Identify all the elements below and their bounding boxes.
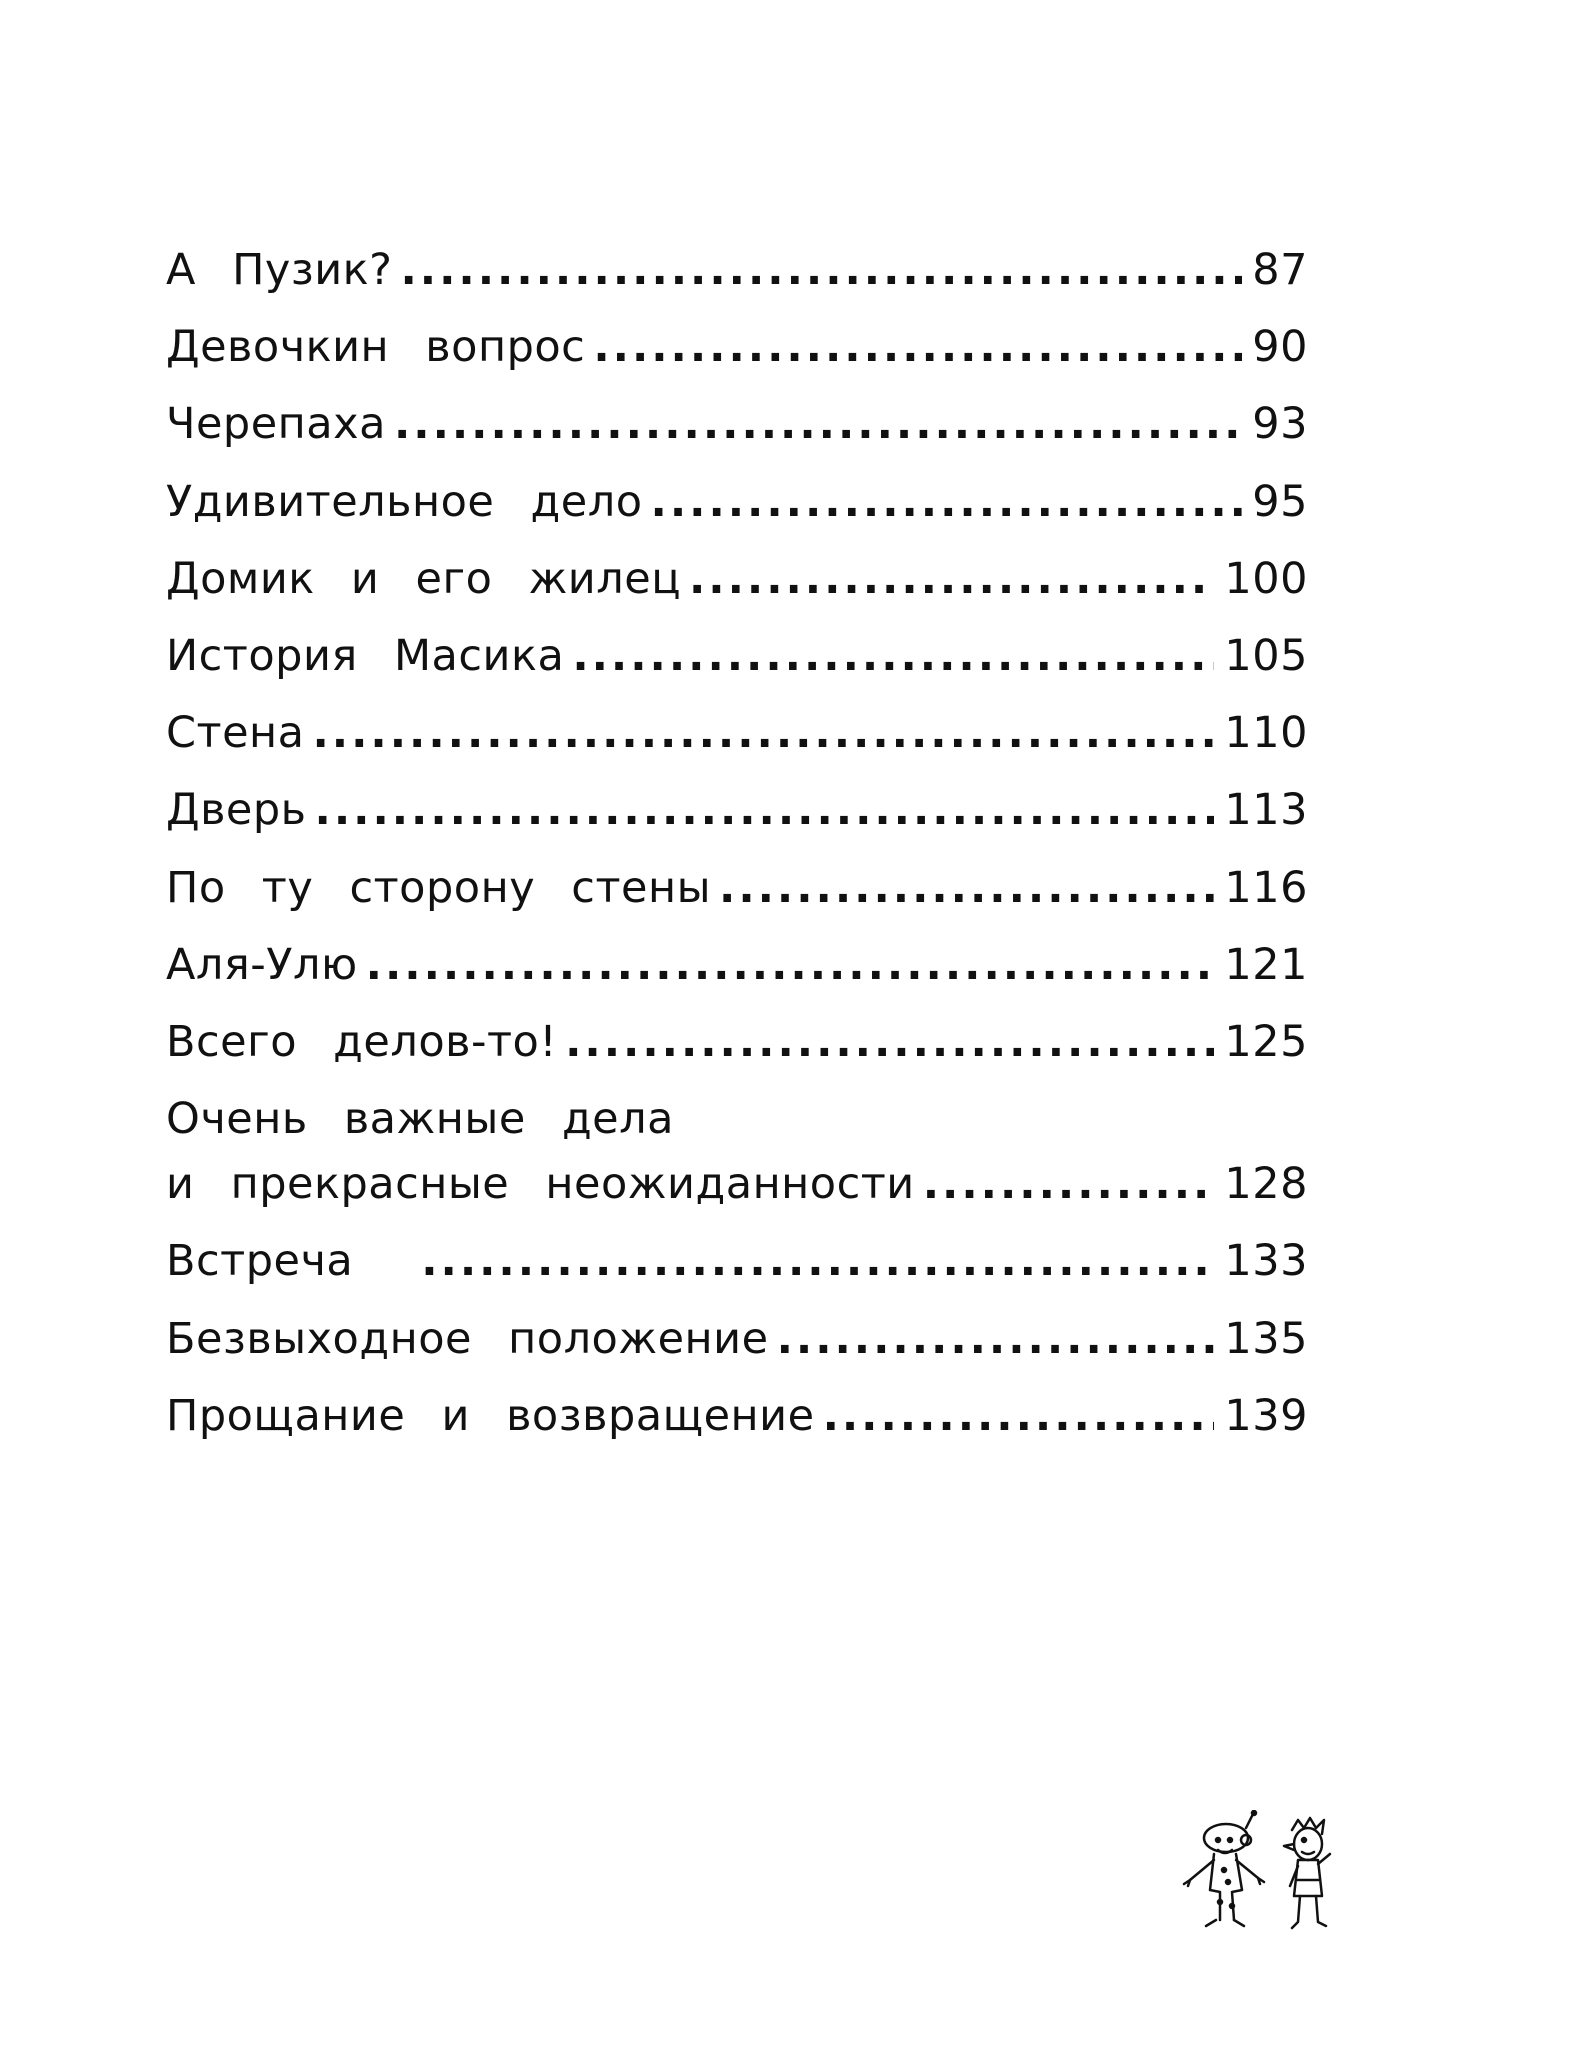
toc-entry-page: 113 — [1224, 785, 1308, 836]
toc-entry-page: 93 — [1252, 399, 1308, 450]
toc-entry-page: 139 — [1224, 1390, 1308, 1441]
dot-leader — [651, 464, 1243, 541]
toc-entry-multiline[interactable] — [166, 1081, 1308, 1223]
toc-entry[interactable] — [166, 386, 1308, 463]
toc-entry-page: 95 — [1252, 476, 1308, 527]
toc-entry-page: 87 — [1252, 245, 1308, 295]
dot-leader — [565, 1004, 1214, 1081]
boy-with-spiky-hair-figure — [1284, 1818, 1330, 1928]
toc-entry[interactable] — [166, 309, 1308, 386]
toc-entry-page: 135 — [1224, 1313, 1308, 1364]
toc-entry[interactable] — [166, 1378, 1308, 1455]
toc-entry-page: 110 — [1224, 708, 1308, 759]
toc-entry-title: История Масика — [166, 630, 565, 681]
toc-entry-title: Черепаха — [166, 399, 386, 450]
toc-entry-title: Безвыходное положение — [166, 1313, 769, 1364]
toc-entry-title-line2: и прекрасные неожиданности — [166, 1159, 915, 1210]
dot-leader — [777, 1301, 1215, 1378]
toc-entry[interactable] — [166, 1004, 1308, 1081]
two-characters-drawing-icon — [1180, 1810, 1360, 1940]
dot-leader — [421, 1223, 1214, 1300]
toc-entry-page: 90 — [1252, 322, 1308, 373]
dot-leader — [400, 232, 1242, 309]
toc-entry-page: 116 — [1224, 862, 1308, 913]
dot-leader — [572, 618, 1214, 695]
toc-entry[interactable] — [166, 927, 1308, 1004]
toc-entry-title: Домик и его жилец — [166, 553, 681, 604]
toc-entry[interactable] — [166, 618, 1308, 695]
dot-leader — [923, 1146, 1215, 1223]
toc-entry-title: Стена — [166, 708, 305, 759]
toc-entry-title: Удивительное дело — [166, 476, 643, 527]
toc-entry-title: А Пузик? — [166, 245, 393, 295]
toc-entry[interactable] — [166, 1223, 1308, 1300]
dot-leader — [593, 309, 1242, 386]
toc-entry[interactable] — [166, 541, 1308, 618]
toc-entry-title-line1: Очень важные дела — [166, 1094, 674, 1145]
dot-leader — [823, 1378, 1215, 1455]
toc-entry-title: Всего делов-то! — [166, 1016, 558, 1067]
toc-entry[interactable] — [166, 772, 1308, 849]
toc-entry-title: Аля-Улю — [166, 939, 358, 990]
toc-entry-page: 105 — [1224, 630, 1308, 681]
toc-entry-title: Прощание и возвращение — [166, 1390, 815, 1441]
toc-entry[interactable] — [166, 232, 1308, 309]
toc-entry-second-line — [166, 1146, 1308, 1223]
dot-leader — [313, 695, 1215, 772]
toc-entry-title: Дверь — [166, 785, 307, 836]
toc-entry-title: Встреча — [166, 1236, 354, 1287]
dot-leader — [689, 541, 1214, 618]
toc-entry-title: Девочкин вопрос — [166, 322, 586, 373]
toc-entry-page: 133 — [1224, 1236, 1308, 1287]
table-of-contents — [166, 232, 1308, 1455]
dot-leader — [315, 772, 1215, 849]
toc-entry-page: 128 — [1224, 1159, 1308, 1210]
toc-entry-page: 125 — [1224, 1016, 1308, 1067]
boy-in-helmet-figure — [1184, 1811, 1264, 1926]
toc-entry[interactable] — [166, 1301, 1308, 1378]
toc-entry-page: 100 — [1224, 553, 1308, 604]
dot-leader — [719, 850, 1214, 927]
toc-entry-page: 121 — [1224, 939, 1308, 990]
toc-entry[interactable] — [166, 695, 1308, 772]
dot-leader — [394, 386, 1242, 463]
toc-entry-title: По ту сторону стены — [166, 862, 712, 913]
toc-entry[interactable] — [166, 464, 1308, 541]
toc-entry[interactable] — [166, 850, 1308, 927]
dot-leader — [366, 927, 1215, 1004]
